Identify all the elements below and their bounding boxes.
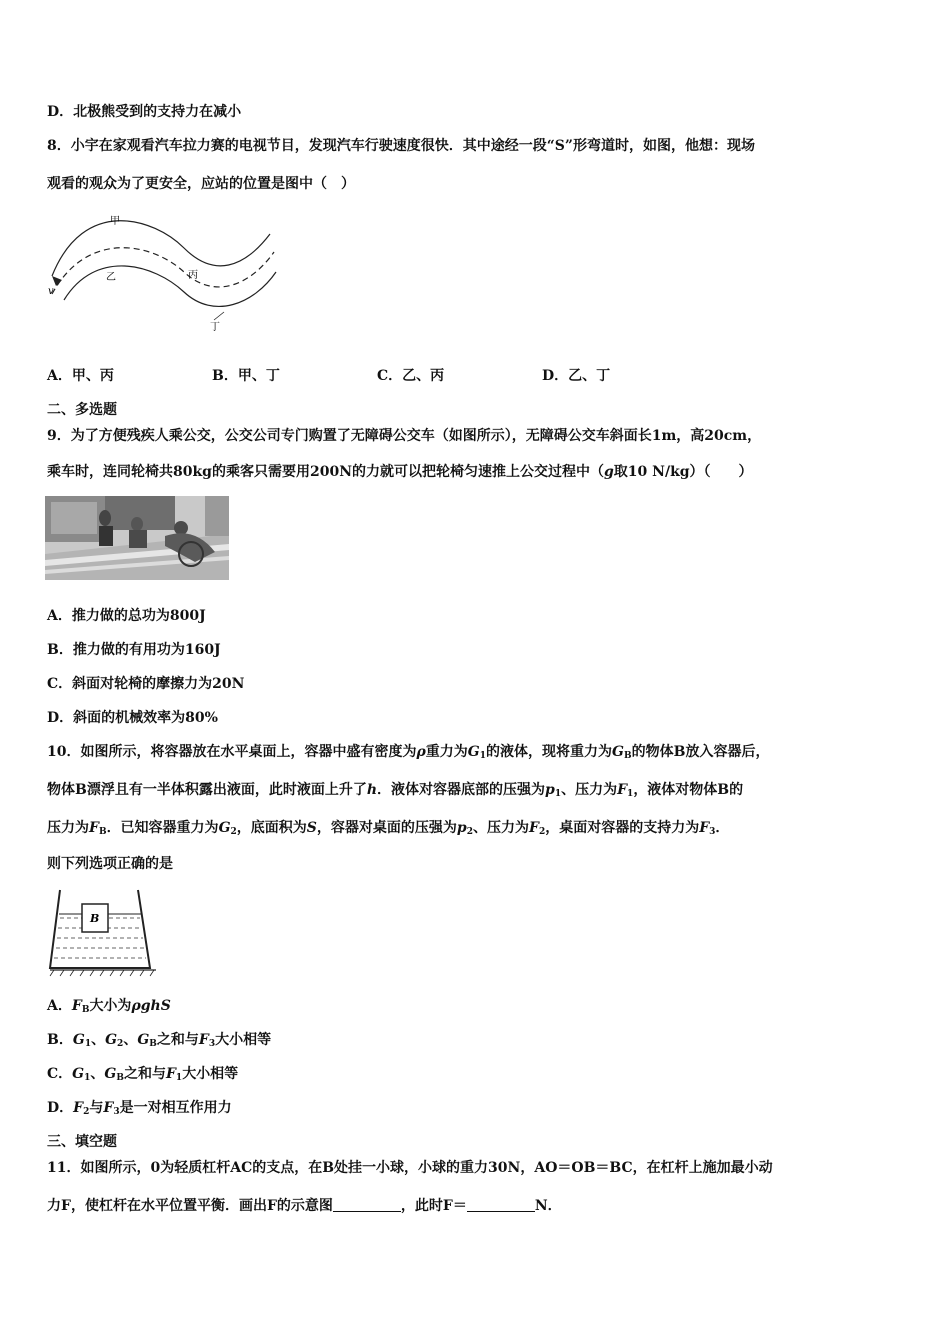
arrow-icon bbox=[52, 276, 62, 286]
label-ding: 丁 bbox=[210, 322, 220, 333]
inner-road-edge bbox=[64, 266, 276, 307]
q8-option-d[interactable]: D．乙、丁 bbox=[542, 368, 611, 384]
q10-stem-line1: 10．如图所示，将容器放在水平桌面上，容器中盛有密度为ρ重力为$G_1$的液体，现将重力为$G_B$的物体B放入容器后， bbox=[47, 744, 770, 761]
q9-option-b[interactable]: B．推力做的有用功为160J bbox=[47, 642, 221, 658]
s-curve-figure bbox=[44, 208, 284, 336]
section-heading-multi-choice: 二、多选题 bbox=[47, 402, 117, 418]
q7-option-d: D．北极熊受到的支持力在减小 bbox=[47, 104, 242, 120]
q10-option-b[interactable]: B．$G_1$、$G_2$、$G_B$之和与$F_3$大小相等 bbox=[47, 1032, 272, 1049]
block-b-label: B bbox=[90, 912, 100, 925]
label-v: v bbox=[48, 286, 54, 297]
q8-option-b[interactable]: B．甲、丁 bbox=[212, 368, 280, 384]
q9-option-c[interactable]: C．斜面对轮椅的摩擦力为20N bbox=[47, 676, 245, 692]
q8-stem-line2: 观看的观众为了更安全，应站的位置是图中（ ） bbox=[47, 176, 355, 192]
q9-stem-line2: 乘车时，连同轮椅共80kg的乘客只需要用200N的力就可以把轮椅匀速推上公交过程中（g取10 N/kg）（ ） bbox=[47, 464, 753, 480]
q8-option-a[interactable]: A．甲、丙 bbox=[47, 368, 114, 384]
q11-stem-line2: 力F，使杠杆在水平位置平衡．画出F的示意图 ，此时F＝ N． bbox=[47, 1198, 562, 1214]
section-heading-fill-in: 三、填空题 bbox=[47, 1134, 117, 1150]
q11-stem-line1: 11．如图所示，0为轻质杠杆AC的支点，在B处挂一小球，小球的重力30N，AO＝OB＝BC，在杠杆上施加最小动 bbox=[47, 1160, 773, 1176]
q10-stem-line2: 物体B漂浮且有一半体积露出液面，此时液面上升了h．液体对容器底部的压强为$p_1$、压力为$F_1$，液体对物体B的 bbox=[47, 782, 744, 799]
label-bing: 丙 bbox=[188, 270, 198, 281]
q8-option-c[interactable]: C．乙、丙 bbox=[377, 368, 445, 384]
q10-option-c[interactable]: C．$G_1$、$G_B$之和与$F_1$大小相等 bbox=[47, 1066, 239, 1083]
label-jia: 甲 bbox=[110, 216, 120, 227]
center-dashed-line bbox=[52, 248, 274, 294]
q10-option-a[interactable]: A．$F_B$大小为ρghS bbox=[47, 998, 171, 1015]
q10-stem-line4: 则下列选项正确的是 bbox=[47, 856, 173, 872]
q9-option-d[interactable]: D．斜面的机械效率为80% bbox=[47, 710, 218, 726]
bus-ramp-photo bbox=[45, 496, 229, 580]
answer-blank-force[interactable] bbox=[467, 1197, 535, 1212]
q10-option-d[interactable]: D．$F_2$与$F_3$是一对相互作用力 bbox=[47, 1100, 232, 1117]
answer-blank-diagram[interactable] bbox=[333, 1197, 401, 1212]
q8-stem-line1: 8．小宇在家观看汽车拉力赛的电视节目，发现汽车行驶速度很快．其中途经一段“S”形弯道时，如图，他想：现场 bbox=[47, 138, 755, 154]
label-yi: 乙 bbox=[106, 272, 116, 283]
outer-road-edge bbox=[52, 221, 270, 276]
q10-stem-line3: 压力为$F_B$．已知容器重力为$G_2$，底面积为S，容器对桌面的压强为$p_2$、压力为$F_2$，桌面对容器的支持力为$F_3$． bbox=[47, 820, 730, 837]
q9-stem-line1: 9．为了方便残疾人乘公交，公交公司专门购置了无障碍公交车（如图所示），无障碍公交车斜面长1m，高20cm， bbox=[47, 428, 762, 444]
container-figure bbox=[44, 886, 160, 978]
q9-option-a[interactable]: A．推力做的总功为800J bbox=[47, 608, 206, 624]
